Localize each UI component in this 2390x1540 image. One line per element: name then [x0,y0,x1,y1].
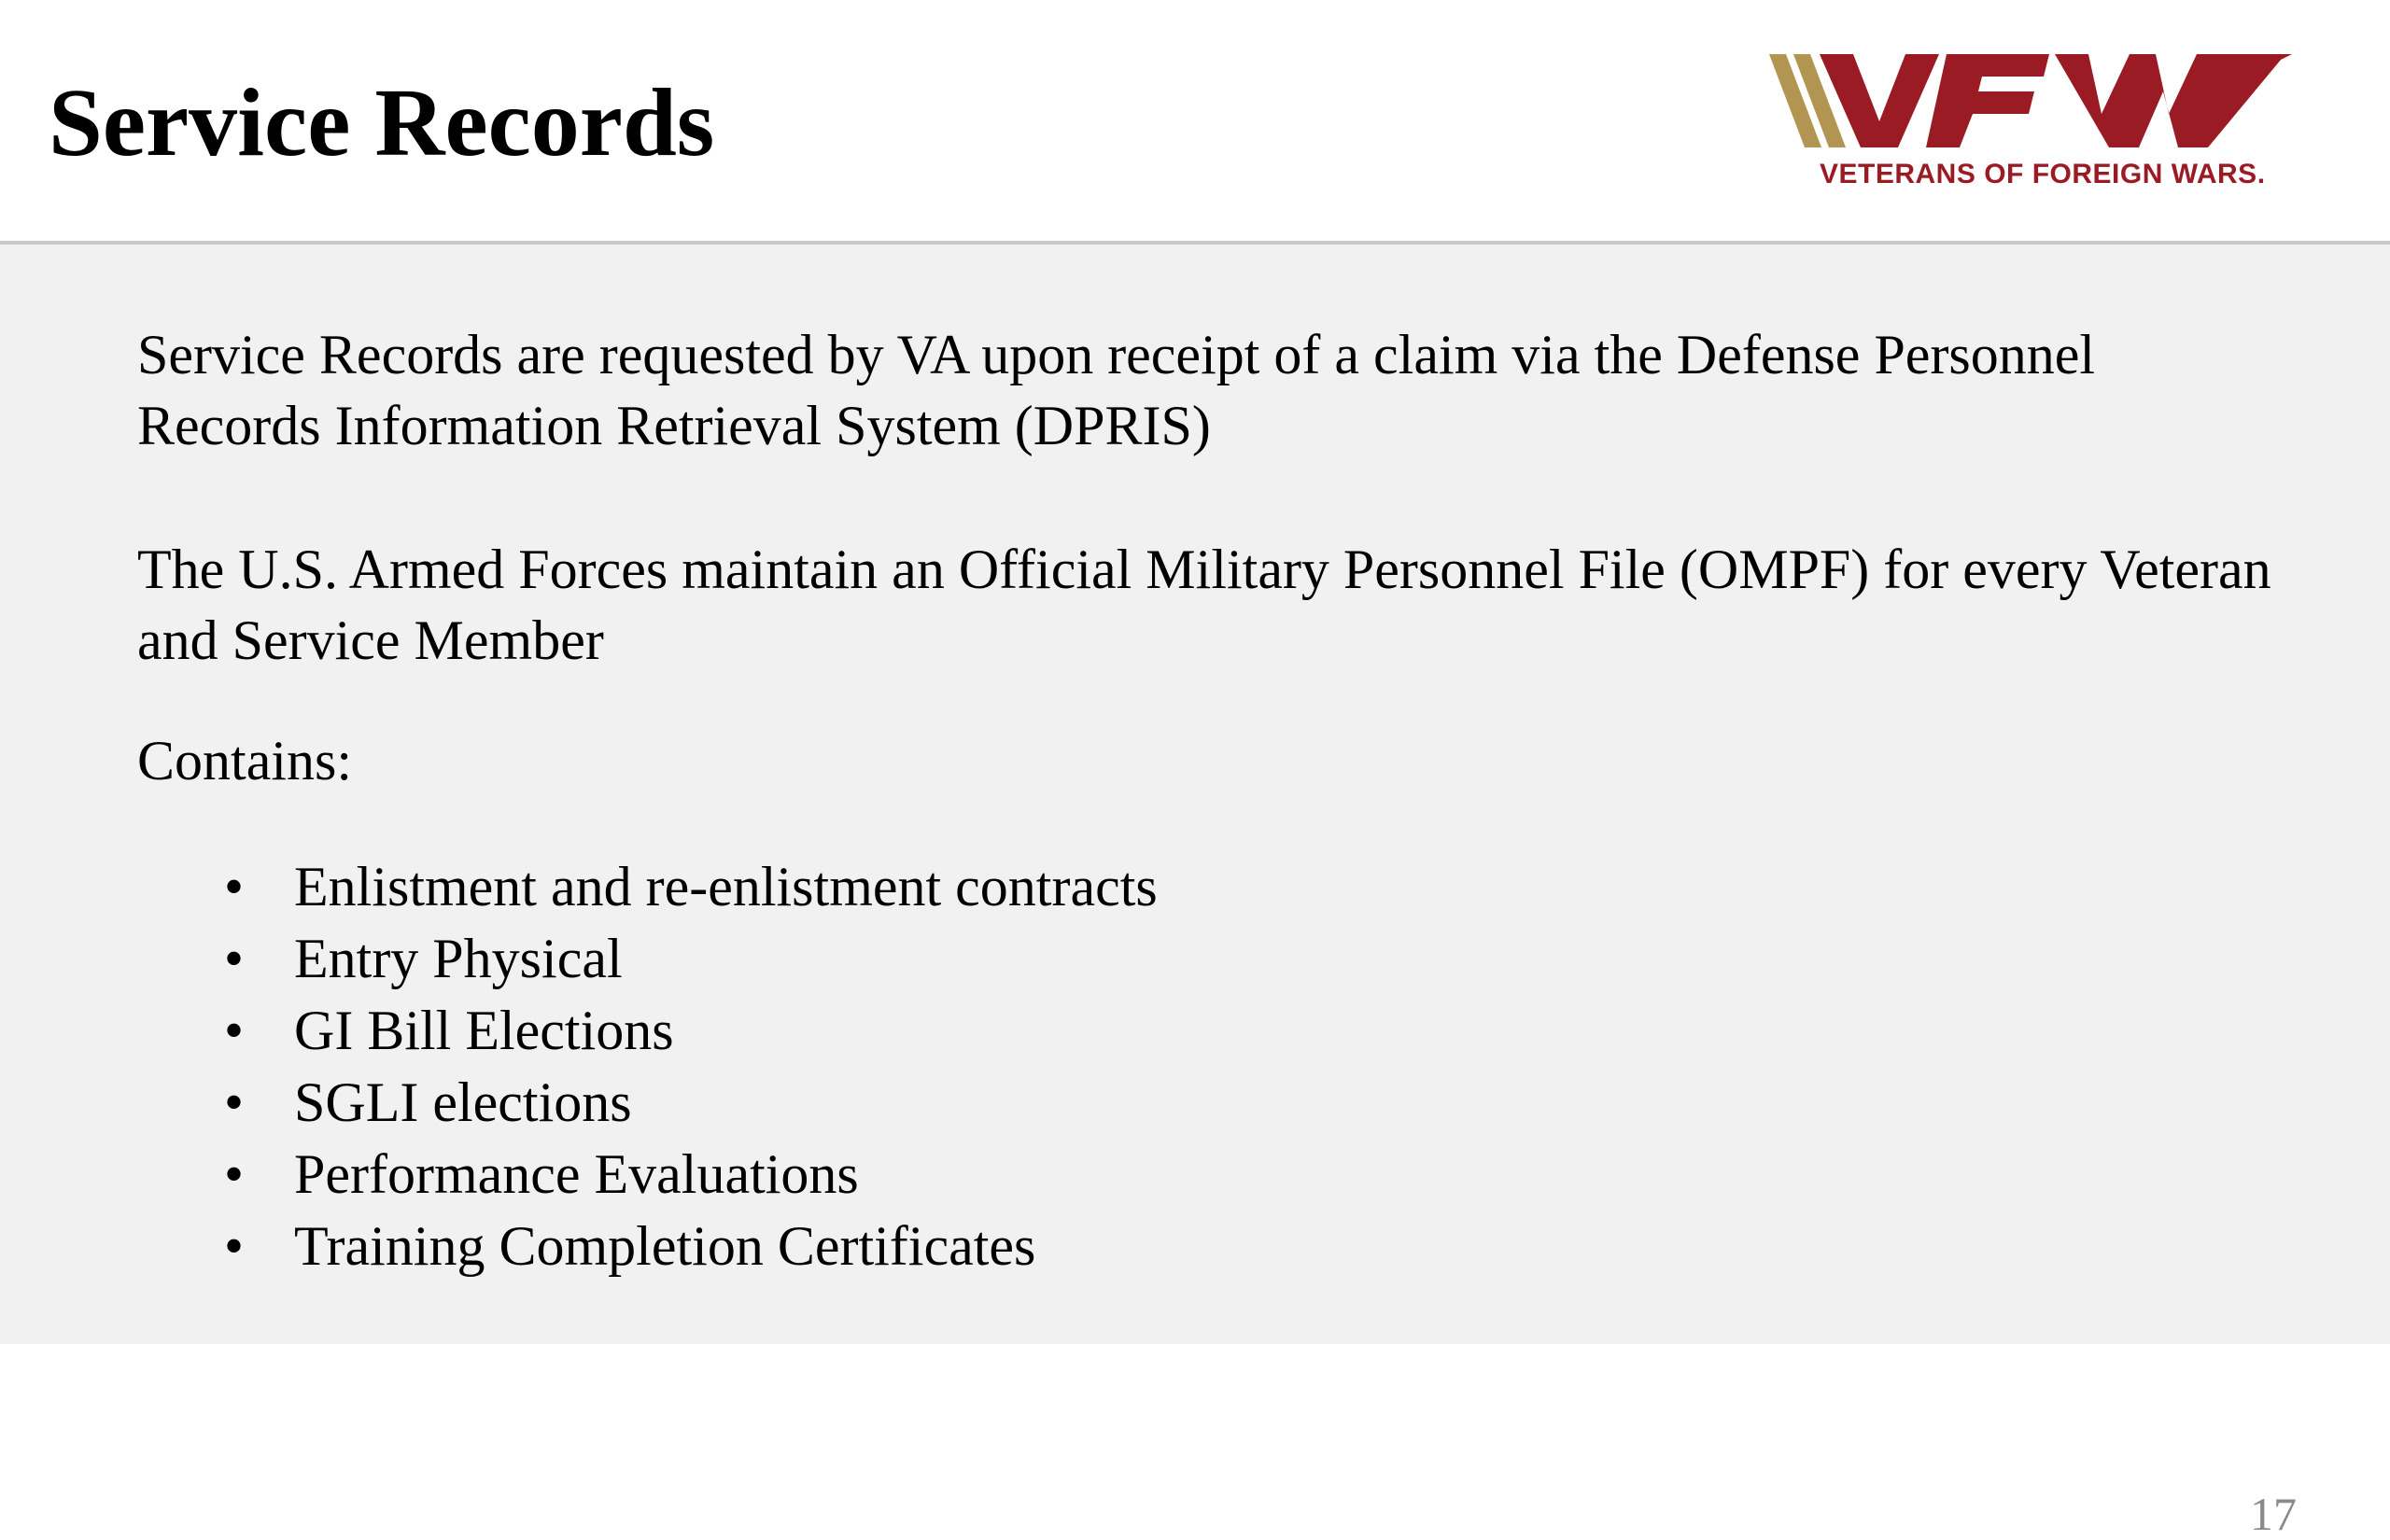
wordmark-w [2055,54,2292,147]
bullet-icon: • [224,1071,245,1133]
list-item-text: Entry Physical [294,928,623,989]
contents-list [224,851,1158,1282]
list-item [224,1139,1158,1211]
paragraph-dpris: Service Records are requested by VA upon receipt of a claim via the Defense Personnel Records Information Retrieval System (DPRIS) [137,324,2096,456]
wordmark-f [1926,54,2049,147]
page-number: 17 [2250,1488,2297,1540]
slide-header [0,0,2390,241]
list-item [224,923,1158,995]
list-item [224,1067,1158,1139]
logo-tagline: VETERANS OF FOREIGN WARS. [1820,159,2266,189]
list-item-text: SGLI elections [294,1071,632,1133]
vfw-wordmark-graphic [1769,49,2297,161]
list-item-text: GI Bill Elections [294,1000,674,1061]
slide-body [0,245,2390,1540]
paragraph-ompf: The U.S. Armed Forces maintain an Official Military Personnel File (OMPF) for every Veteran and Service Member [137,539,2271,671]
list-item-text: Enlistment and re-enlistment contracts [294,856,1158,917]
list-item-text: Performance Evaluations [294,1143,859,1205]
bullet-icon: • [224,856,245,917]
paragraph-contains: Contains: [137,730,353,791]
bullet-icon: • [224,928,245,989]
vfw-logo [1769,49,2297,203]
list-item [224,851,1158,923]
slide-title: Service Records [49,69,715,176]
list-item [224,1211,1158,1282]
bullet-icon: • [224,1143,245,1205]
bullet-icon: • [224,1000,245,1061]
list-item-text: Training Completion Certificates [294,1215,1036,1277]
list-item [224,995,1158,1067]
bullet-icon: • [224,1215,245,1277]
